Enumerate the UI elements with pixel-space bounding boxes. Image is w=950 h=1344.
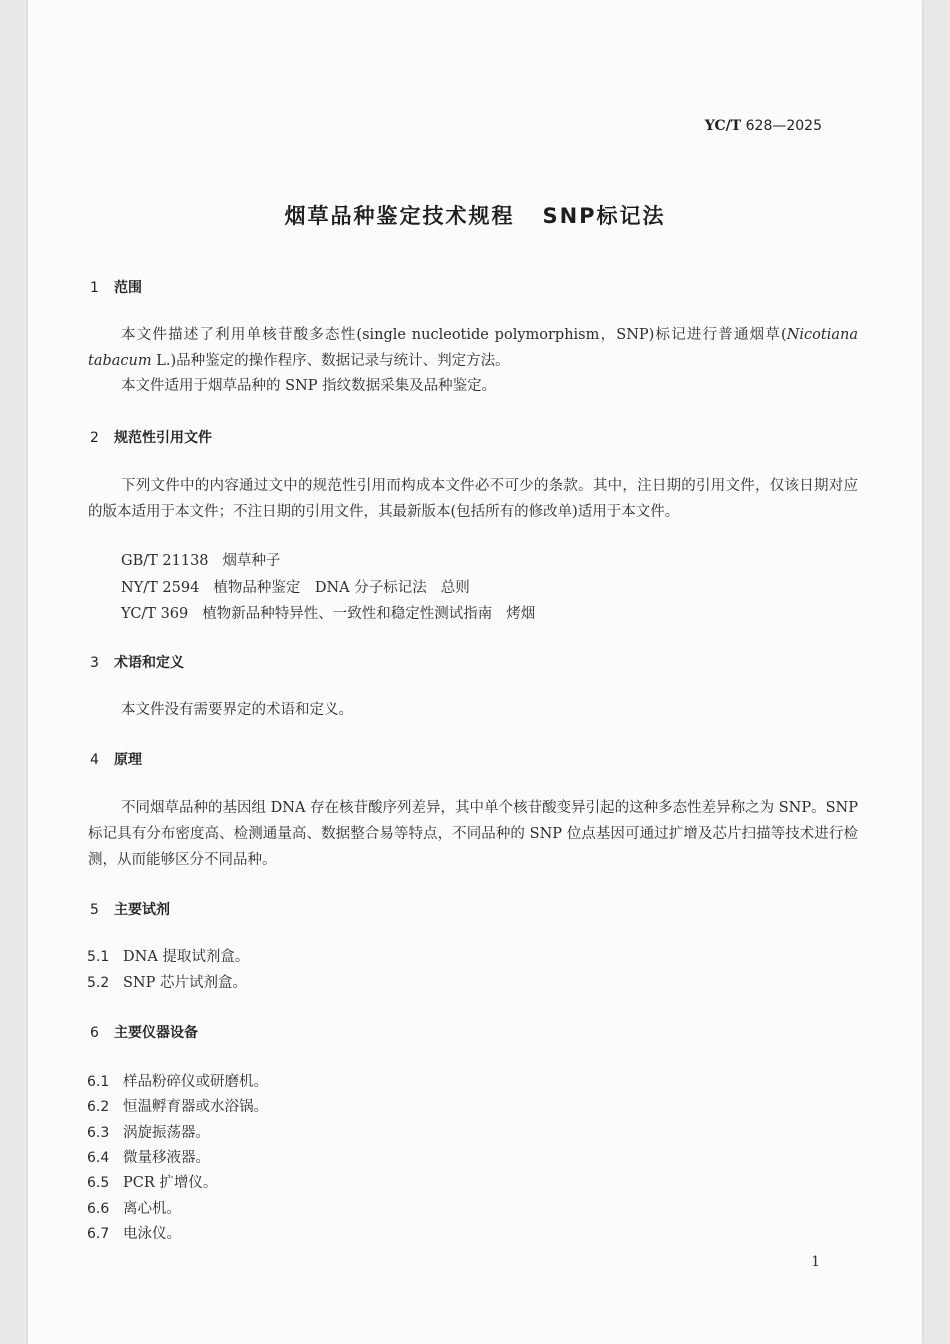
section-4-para-1: 不同烟草品种的基因组 DNA 存在核苷酸序列差异，其中单个核苷酸变异引起的这种多态性差异称之为 SNP。SNP 标记具有分布密度高、检测通量高、数据整合易等特点，不同品种的 SNP 位点基因可通过扩增及芯片扫描等技术进行检测，从而能够区分不同品种。: [88, 800, 858, 868]
section-2-heading: 2 规范性引用文件: [90, 430, 212, 446]
list-item: 5.1 DNA 提取试剂盒。: [87, 949, 250, 965]
section-1-heading: 1 范围: [90, 280, 142, 296]
section-5-heading: 5 主要试剂: [90, 902, 170, 918]
reference-item: NY/T 2594 植物品种鉴定 DNA 分子标记法 总则: [121, 580, 470, 596]
document-page: [28, 0, 922, 1344]
section-3-para-1: 本文件没有需要界定的术语和定义。: [121, 702, 353, 718]
document-title: [28, 200, 922, 230]
section-4-heading: 4 原理: [90, 752, 142, 768]
species-name: Nicotiana tabacum: [88, 327, 858, 369]
list-item: 5.2 SNP 芯片试剂盒。: [87, 975, 247, 991]
section-2-para-1: 下列文件中的内容通过文中的规范性引用而构成本文件必不可少的条款。其中，注日期的引用文件，仅该日期对应的版本适用于本文件；不注日期的引用文件，其最新版本(包括所有的修改单)适用于本文件。: [88, 478, 858, 520]
list-item: 6.7 电泳仪。: [87, 1226, 181, 1242]
title-sub: SNP标记法: [542, 204, 666, 228]
list-item: 6.3 涡旋振荡器。: [87, 1125, 210, 1141]
section-1-para-2: 本文件适用于烟草品种的 SNP 指纹数据采集及品种鉴定。: [121, 378, 497, 394]
section-3-heading: 3 术语和定义: [90, 655, 184, 671]
section-1-para-1: 本文件描述了利用单核苷酸多态性(single nucleotide polymorphism，SNP)标记进行普通烟草(Nicotiana tabacum L.)品种鉴定的操作程序、数据记录与统计、判定方法。: [88, 327, 858, 369]
list-item: 6.1 样品粉碎仪或研磨机。: [87, 1074, 268, 1090]
section-6-heading: 6 主要仪器设备: [90, 1025, 198, 1041]
list-item: 6.4 微量移液器。: [87, 1150, 210, 1166]
title-main: 烟草品种鉴定技术规程: [284, 204, 515, 228]
list-item: 6.2 恒温孵育器或水浴锅。: [87, 1099, 268, 1115]
reference-item: YC/T 369 植物新品种特异性、一致性和稳定性测试指南 烤烟: [121, 606, 536, 622]
page-number: 1: [811, 1254, 820, 1270]
reference-item: GB/T 21138 烟草种子: [121, 553, 281, 569]
list-item: 6.6 离心机。: [87, 1201, 181, 1217]
list-item: 6.5 PCR 扩增仪。: [87, 1175, 218, 1191]
standard-code: YC/T 628—2025: [704, 118, 822, 134]
